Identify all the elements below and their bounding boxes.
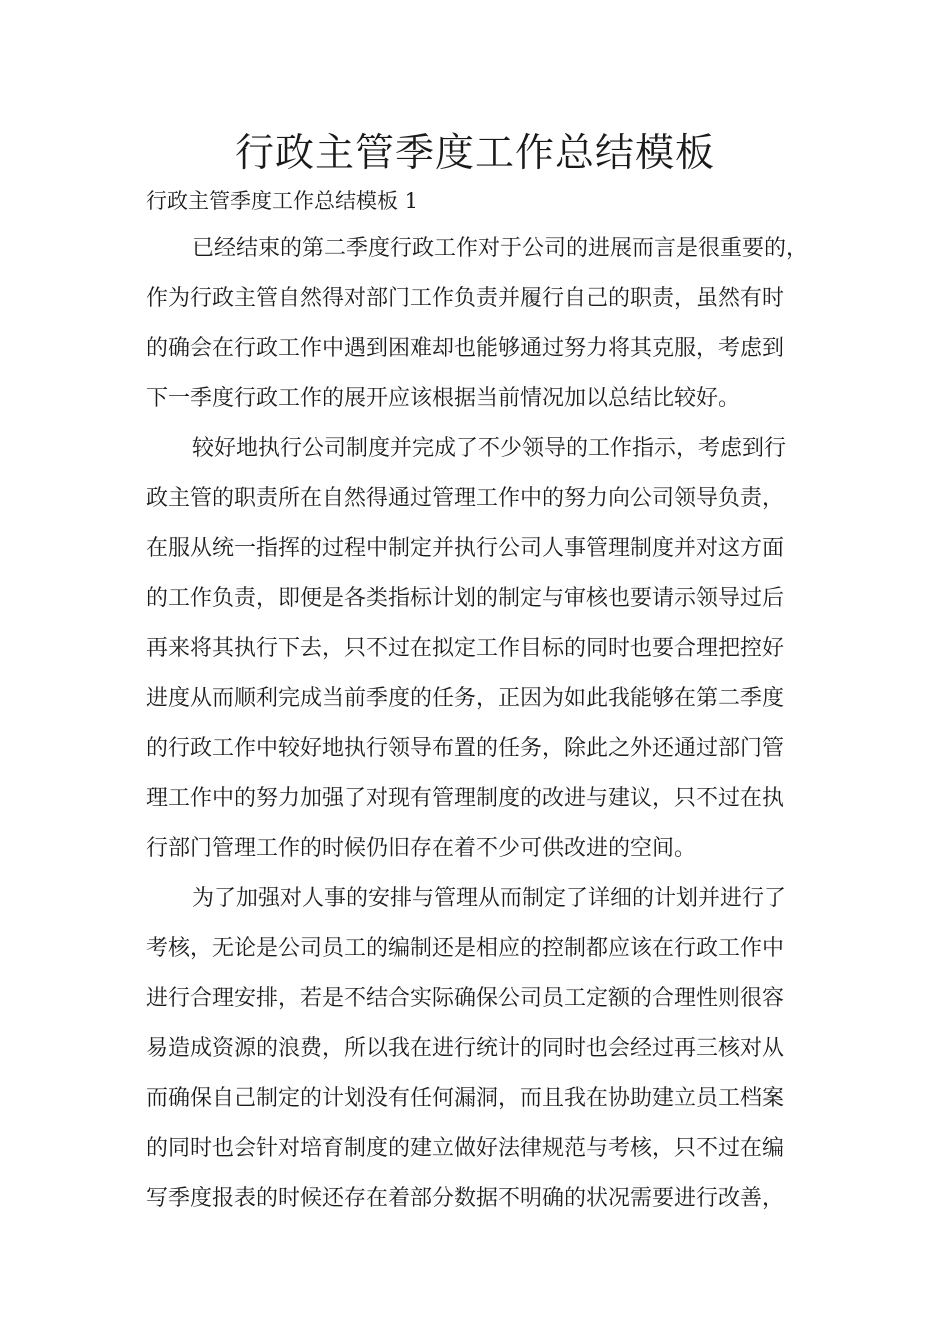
paragraph-2-line-4: 的工作负责，即便是各类指标计划的制定与审核也要请示领导过后 [146, 586, 785, 611]
paragraph-3-line-4: 易造成资源的浪费，所以我在进行统计的同时也会经过再三核对从 [146, 1036, 785, 1061]
paragraph-2-line-1: 较好地执行公司制度并完成了不少领导的工作指示，考虑到行 [192, 436, 787, 461]
paragraph-2-line-8: 理工作中的努力加强了对现有管理制度的改进与建议，只不过在执 [146, 786, 785, 811]
paragraph-2-line-6: 进度从而顺利完成当前季度的任务，正因为如此我能够在第二季度 [146, 686, 785, 711]
paragraph-1-line-4: 下一季度行政工作的展开应该根据当前情况加以总结比较好。 [146, 386, 741, 411]
paragraph-3-line-2: 考核，无论是公司员工的编制还是相应的控制都应该在行政工作中 [146, 936, 785, 961]
paragraph-2-line-9: 行部门管理工作的时候仍旧存在着不少可供改进的空间。 [146, 836, 697, 861]
paragraph-1-line-3: 的确会在行政工作中遇到困难却也能够通过努力将其克服，考虑到 [146, 336, 785, 361]
paragraph-2-line-2: 政主管的职责所在自然得通过管理工作中的努力向公司领导负责， [146, 486, 785, 511]
paragraph-3-line-3: 进行合理安排，若是不结合实际确保公司员工定额的合理性则很容 [146, 986, 785, 1011]
paragraph-3-line-1: 为了加强对人事的安排与管理从而制定了详细的计划并进行了 [192, 886, 787, 911]
paragraph-3-line-6: 的同时也会针对培育制度的建立做好法律规范与考核，只不过在编 [146, 1136, 785, 1161]
paragraph-2-line-3: 在服从统一指挥的过程中制定并执行公司人事管理制度并对这方面 [146, 536, 785, 561]
paragraph-1-line-1: 已经结束的第二季度行政工作对于公司的进展而言是很重要的， [192, 236, 809, 261]
paragraph-2-line-5: 再来将其执行下去，只不过在拟定工作目标的同时也要合理把控好 [146, 636, 785, 661]
document-title: 行政主管季度工作总结模板 [234, 131, 715, 176]
paragraph-3-line-5: 而确保自己制定的计划没有任何漏洞，而且我在协助建立员工档案 [146, 1086, 785, 1111]
paragraph-1-line-2: 作为行政主管自然得对部门工作负责并履行自己的职责，虽然有时 [146, 286, 785, 311]
paragraph-2-line-7: 的行政工作中较好地执行领导布置的任务，除此之外还通过部门管 [146, 736, 785, 761]
paragraph-3-line-7: 写季度报表的时候还存在着部分数据不明确的状况需要进行改善， [146, 1186, 785, 1211]
document-subtitle: 行政主管季度工作总结模板 1 [146, 189, 419, 213]
